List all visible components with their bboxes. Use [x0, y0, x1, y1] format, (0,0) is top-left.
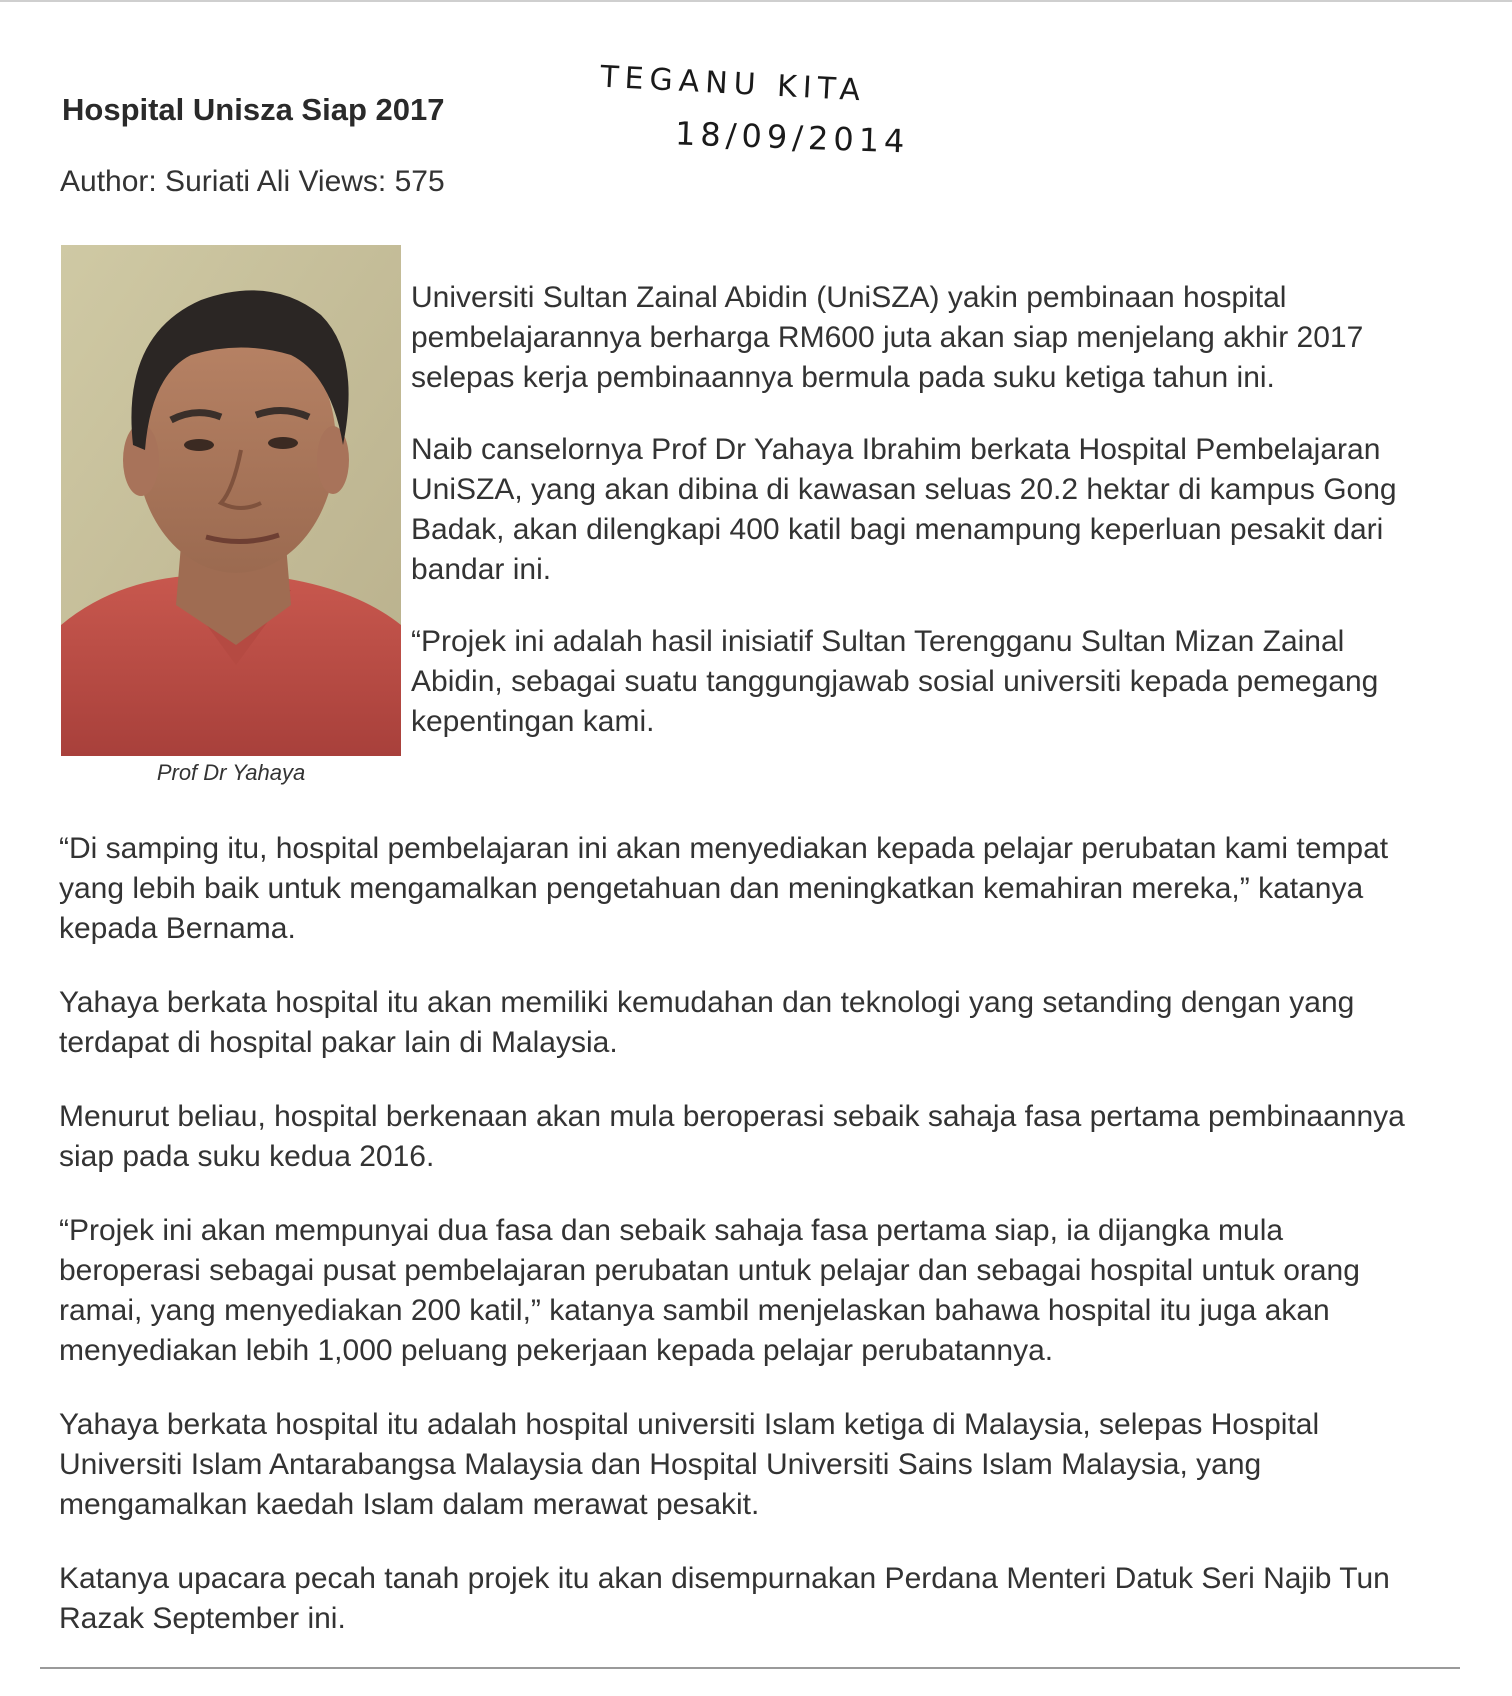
author-line: Author: Suriati Ali Views: 575: [60, 165, 445, 198]
paragraph: Yahaya berkata hospital itu akan memiliki kemudahan dan teknologi yang setanding dengan yang terdapat di hospital pakar lain di Malaysia.: [59, 986, 1355, 1059]
handwritten-source: TEGANU KITA: [599, 59, 867, 109]
paragraph: “Projek ini adalah hasil inisiatif Sultan Terengganu Sultan Mizan Zainal Abidin, sebagai suatu tanggungjawab sosial universiti kepada pemegang kepentingan kami.: [411, 625, 1379, 738]
portrait-photo: [61, 245, 401, 756]
article-title: Hospital Unisza Siap 2017: [62, 92, 445, 127]
top-border: [0, 0, 1512, 2]
paragraph: “Projek ini akan mempunyai dua fasa dan sebaik sahaja fasa pertama siap, ia dijangka mula beroperasi sebagai pusat pembelajaran perubatan untuk pelajar dan sebagai hospital untuk orang ramai, yang menyediakan 200 katil,” katanya sambil menjelaskan bahawa hospital itu juga akan menyediakan lebih 1,000 peluang pekerjaan kepada pelajar perubatannya.: [59, 1214, 1360, 1367]
paragraph: Katanya upacara pecah tanah projek itu akan disempurnakan Perdana Menteri Datuk Seri Najib Tun Razak September ini.: [59, 1562, 1390, 1635]
paragraph: Naib canselornya Prof Dr Yahaya Ibrahim berkata Hospital Pembelajaran UniSZA, yang akan dibina di kawasan seluas 20.2 hektar di kampus Gong Badak, akan dilengkapi 400 katil bagi menampung keperluan pesakit dari bandar ini.: [411, 433, 1397, 586]
article-column-beside-photo: [411, 278, 1411, 774]
paragraph: Universiti Sultan Zainal Abidin (UniSZA) yakin pembinaan hospital pembelajarannya berharga RM600 juta akan siap menjelang akhir 2017 selepas kerja pembinaannya bermula pada suku ketiga tahun ini.: [411, 281, 1364, 394]
bottom-border: [40, 1667, 1460, 1669]
paragraph: “Di samping itu, hospital pembelajaran ini akan menyediakan kepada pelajar perubatan kami tempat yang lebih baik untuk mengamalkan pengetahuan dan meningkatkan kemahiran mereka,” katanya kepada Bernama.: [59, 832, 1389, 945]
paragraph: Menurut beliau, hospital berkenaan akan mula beroperasi sebaik sahaja fasa pertama pembinaannya siap pada suku kedua 2016.: [59, 1100, 1405, 1173]
paragraph: Yahaya berkata hospital itu adalah hospital universiti Islam ketiga di Malaysia, selepas Hospital Universiti Islam Antarabangsa Malaysia dan Hospital Universiti Sains Islam Malaysia, yang mengamalkan kaedah Islam dalam merawat pesakit.: [59, 1408, 1320, 1521]
photo-caption: Prof Dr Yahaya: [156, 760, 306, 785]
article-body-full-width: [59, 829, 1409, 1673]
handwritten-annotation: [580, 58, 980, 168]
handwritten-date: 18/09/2014: [674, 114, 911, 161]
